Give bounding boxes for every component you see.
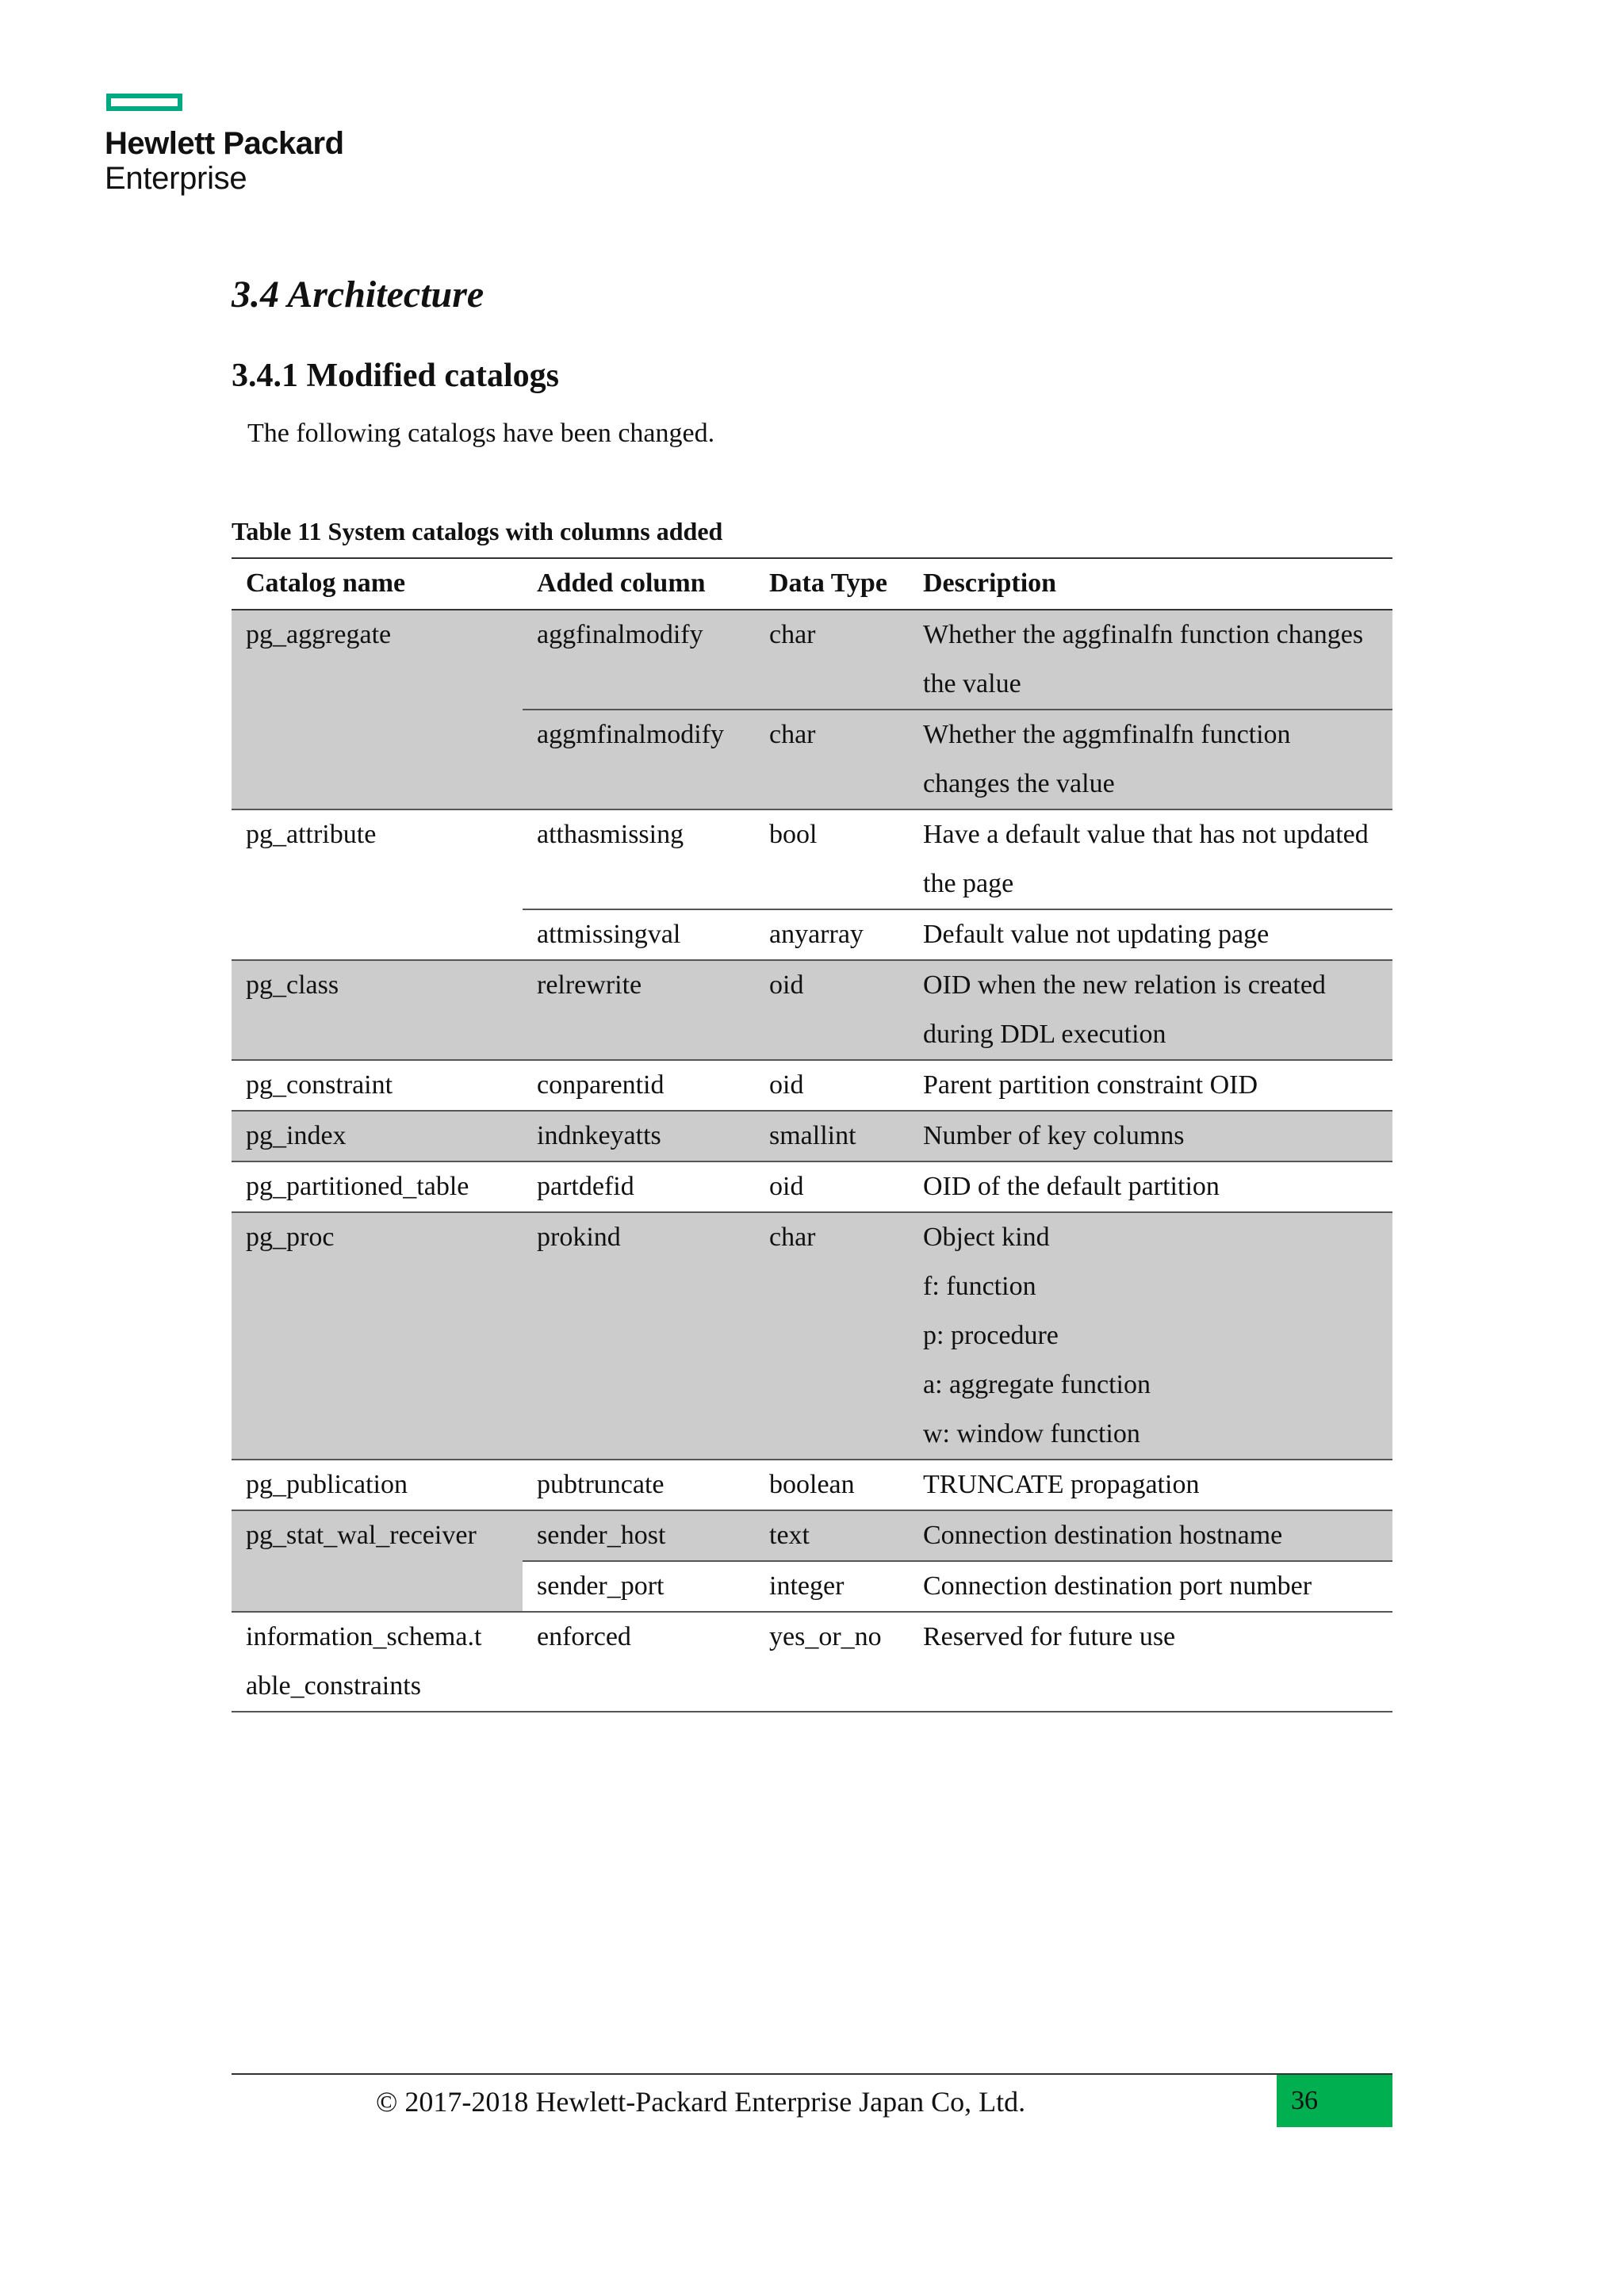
cell-catalog-name: pg_aggregate: [232, 610, 523, 809]
description-line: f: function: [923, 1272, 1036, 1301]
table-row: [232, 1612, 1392, 1712]
table-row: [232, 1111, 1392, 1161]
table-row: [232, 1460, 1392, 1510]
hpe-logo-mark: [106, 94, 182, 111]
cell-added-column: prokind: [523, 1212, 755, 1460]
cell-data-type: bool: [755, 809, 909, 909]
cell-data-type: char: [755, 1212, 909, 1460]
cell-data-type: text: [755, 1510, 909, 1561]
cell-catalog-name: pg_index: [232, 1111, 523, 1161]
logo-company-name: Hewlett Packard: [105, 126, 344, 161]
cell-description: Whether the aggmfinalfn function changes the value: [909, 710, 1392, 809]
header-description: Description: [909, 558, 1392, 610]
cell-added-column: enforced: [523, 1612, 755, 1712]
table-row: [232, 1161, 1392, 1212]
cell-data-type: anyarray: [755, 909, 909, 960]
cell-description: Have a default value that has not updated the page: [909, 809, 1392, 909]
cell-added-column: aggmfinalmodify: [523, 710, 755, 809]
cell-data-type: integer: [755, 1561, 909, 1612]
cell-data-type: char: [755, 610, 909, 710]
table-row: [232, 1510, 1392, 1561]
cell-data-type: char: [755, 710, 909, 809]
intro-paragraph: The following catalogs have been changed.: [247, 419, 715, 448]
table-row: [232, 1060, 1392, 1111]
cell-data-type: yes_or_no: [755, 1612, 909, 1712]
cell-catalog-name: pg_constraint: [232, 1060, 523, 1111]
subsection-title: 3.4.1 Modified catalogs: [232, 358, 559, 394]
catalog-name-line: information_schema.t: [246, 1622, 482, 1651]
cell-description: Connection destination hostname: [909, 1510, 1392, 1561]
cell-description: Connection destination port number: [909, 1561, 1392, 1612]
cell-added-column: atthasmissing: [523, 809, 755, 909]
cell-data-type: boolean: [755, 1460, 909, 1510]
cell-added-column: sender_host: [523, 1510, 755, 1561]
hpe-logo: [105, 94, 344, 195]
cell-description: Whether the aggfinalfn function changes the value: [909, 610, 1392, 710]
description-line: a: aggregate function: [923, 1370, 1151, 1399]
header-added-column: Added column: [523, 558, 755, 610]
header-catalog-name: Catalog name: [232, 558, 523, 610]
page-number: 36: [1291, 2086, 1318, 2115]
cell-added-column: partdefid: [523, 1161, 755, 1212]
cell-catalog-name: pg_stat_wal_receiver: [232, 1510, 523, 1612]
page-number-box: [1277, 2075, 1392, 2127]
table-row: [232, 610, 1392, 710]
description-line: p: procedure: [923, 1321, 1059, 1350]
cell-data-type: smallint: [755, 1111, 909, 1161]
catalog-name-line: able_constraints: [246, 1671, 421, 1701]
cell-catalog-name: pg_publication: [232, 1460, 523, 1510]
cell-data-type: oid: [755, 960, 909, 1060]
cell-description: Number of key columns: [909, 1111, 1392, 1161]
table-caption: Table 11 System catalogs with columns added: [232, 517, 723, 545]
cell-catalog-name: pg_class: [232, 960, 523, 1060]
cell-catalog-name: pg_attribute: [232, 809, 523, 960]
cell-added-column: conparentid: [523, 1060, 755, 1111]
table-body: [232, 610, 1392, 1712]
section-title: 3.4 Architecture: [232, 274, 485, 316]
cell-description: Default value not updating page: [909, 909, 1392, 960]
table-row: [232, 1212, 1392, 1460]
cell-catalog-name: [232, 1612, 523, 1712]
logo-company-subname: Enterprise: [105, 161, 247, 196]
cell-added-column: aggfinalmodify: [523, 610, 755, 710]
table-row: [232, 809, 1392, 909]
catalogs-table: [232, 557, 1392, 1712]
cell-added-column: pubtruncate: [523, 1460, 755, 1510]
cell-data-type: oid: [755, 1060, 909, 1111]
cell-description: Reserved for future use: [909, 1612, 1392, 1712]
cell-added-column: sender_port: [523, 1561, 755, 1612]
footer-divider: [232, 2073, 1392, 2075]
cell-data-type: oid: [755, 1161, 909, 1212]
cell-catalog-name: pg_proc: [232, 1212, 523, 1460]
cell-catalog-name: pg_partitioned_table: [232, 1161, 523, 1212]
table-header-row: [232, 558, 1392, 610]
cell-description: OID of the default partition: [909, 1161, 1392, 1212]
cell-description: TRUNCATE propagation: [909, 1460, 1392, 1510]
header-data-type: Data Type: [755, 558, 909, 610]
cell-added-column: attmissingval: [523, 909, 755, 960]
description-line: w: window function: [923, 1419, 1140, 1448]
cell-description: OID when the new relation is created during DDL execution: [909, 960, 1392, 1060]
cell-added-column: indnkeyatts: [523, 1111, 755, 1161]
table-row: [232, 960, 1392, 1060]
footer-copyright: © 2017-2018 Hewlett-Packard Enterprise Japan Co, Ltd.: [376, 2086, 1026, 2118]
description-line: Object kind: [923, 1223, 1050, 1252]
cell-description: [909, 1212, 1392, 1460]
cell-added-column: relrewrite: [523, 960, 755, 1060]
cell-description: Parent partition constraint OID: [909, 1060, 1392, 1111]
